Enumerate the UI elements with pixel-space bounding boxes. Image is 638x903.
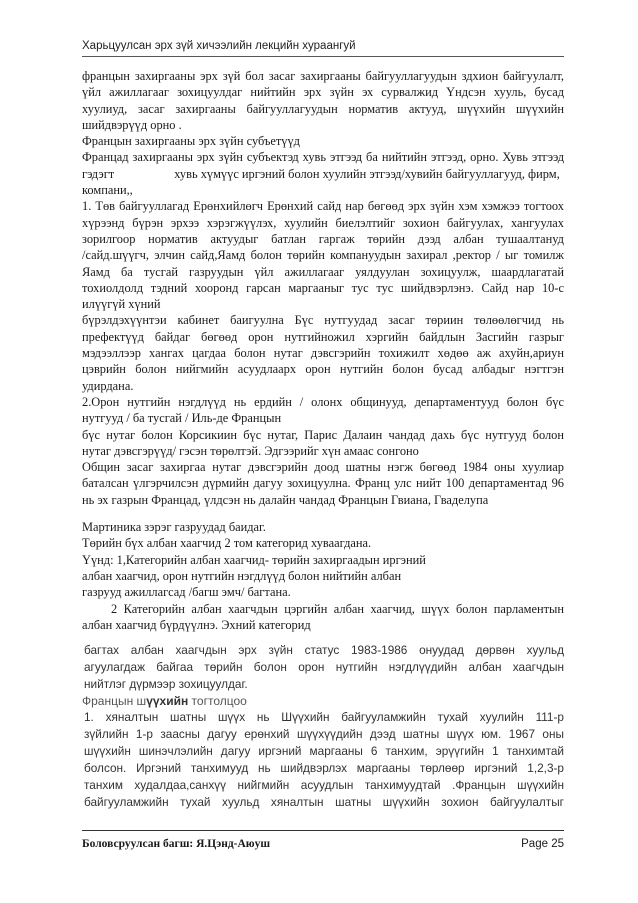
text-line: нь эх газрын Францад, үлдсэн нь далайн чандад Францын Гвиана, Гваделупа	[82, 492, 489, 507]
text-line: үйл ажиллагааг зохицуулдаг нийтийн эрх зүйн эх сурвалжид Үндсэн хууль, бусад	[82, 85, 564, 100]
running-header: Харьцуулсан эрх зүй хичээлийн лекцийн хураангуй	[82, 40, 356, 52]
text-line: 2 Категорийн албан хаагчдын цэргийн албан хаагчид, шүүх болон парламентын	[111, 601, 564, 616]
text-line: багтах албан хаагчдын эрх зүйн статус 1983-1986 онуудад дөрвөн хуульд	[84, 643, 564, 658]
text-line: нийтлэг дүрмээр зохицуулдаг.	[84, 677, 248, 692]
text-line: зүйлийн 1-р заасны дагуу ерөнхий шүүхүүдийн дээд шатны шүүх юм. 1967 оны	[84, 727, 564, 742]
text-line: бүрэлдэхүүнтэи кабинет баигуулна Бүс нутгуудад засаг төриин төлөөлөгчид нь	[82, 313, 564, 328]
heading-bold-fragment: үүхийн	[146, 694, 189, 709]
text-line: префектүүд байдаг бөгөөд орон нутгийножил хэргийн байдлын Засгийн газрыг	[82, 329, 564, 344]
footer-divider	[82, 830, 564, 831]
text-line: цэврийн болон нийгмийн асуудлаарх орон нутгийн болон бусад албадыг нэгтгэн	[82, 362, 564, 377]
text-line: тохиолдолд тэдний хооронд гарсан маргааныг тус тус шийдвэрлэнэ. Сайд нар 10-с	[82, 280, 564, 295]
text-line: болсон. Иргэний танхимууд нь шийдвэрлэх маргааны төрлөөр иргэний 1,2,3-р	[84, 761, 564, 776]
text-line: зорилгоор норматив актуудыг батлан гаргаж төрийн дээд албан тушаалтануд	[82, 231, 564, 246]
section-heading-courts	[82, 693, 564, 709]
text-line: компани,,	[82, 183, 133, 198]
text-line: францын захиргааны эрх зүй бол засаг захиргааны байгууллагуудын здхион байгуулалт,	[82, 69, 564, 83]
text-line: агуулагдаж байгаа төрийн болон орон нутгийн нэгдлүүдийн албан хаагчдын	[84, 660, 564, 675]
text-line: Общин засаг захиргаа нутаг дэвсгэрийн доод шатны нэгж бөгөөд 1984 оны хуулиар	[82, 460, 564, 475]
text-line: баталсан үлгэрчилсэн дүрмийн дагуу зохицуулна. Франц улс нийт 100 департаментад 96	[82, 476, 564, 491]
text-line: албан хаагчид, орон нутгийн нэгдлүүд болон нийтийн албан	[82, 568, 402, 583]
text-line: Төрийн бүх албан хаагчид 2 том категорид хуваагдана.	[82, 536, 372, 551]
text-line: Үүнд: 1,Категорийн албан хаагчид- төрийн захиргаадын иргэний	[82, 552, 426, 567]
text-line: мэдээллээр хангах цагдаа болон нутаг дэвсгэрийн тохижилт хөдөө аж ахуйн,ариун	[82, 346, 564, 361]
text-line: хуулиуд, засаг захиргааны байгууллагуудын норматив актууд, шүүхийн шүүхийн	[82, 101, 564, 116]
text-line: 1. Төв байгууллагад Ерөнхийлөгч Ерөнхий сайд нар бөгөөд эрх зүйн хэм хэмжээ тогтоох	[82, 199, 564, 214]
text-line: /сайд.шүүгч, элчин сайд,Яамд болон төрийн компануудын захирал ,ректор / ыг томилж	[82, 248, 564, 263]
text-line: шүүхийн шинэчлэлийн дагуу иргэний маргааны 6 танхим, эрүүгийн 1 танхимтай	[84, 744, 564, 759]
text-line: байгууламжийн тухай хуульд хяналтын шатны шүүхийн зохион байгуулалтыг	[84, 795, 564, 810]
document-body	[82, 68, 564, 811]
text-line	[82, 166, 564, 182]
text-line: шийдвэрүүд орно .	[82, 117, 182, 132]
text-line: албан хаагчид бүрдүүлнэ. Эхний категорид	[82, 617, 311, 632]
text-line: нутгууд / ба тусгай / Иль-де Францын	[82, 411, 282, 426]
heading-fragment: Францын ш	[82, 694, 147, 709]
text-line: танхим худалдаа,санхүү нийгмийн асуудлын танхимуудтай .Францын шүүхийн	[84, 778, 564, 793]
section-heading-subjects: Францын захиргааны эрх зүйн субъетүүд	[82, 134, 300, 149]
page-number: Page 25	[521, 838, 564, 850]
text-line: хүрээнд бүрэн эрхээ хэрэгжүүлэх, хуулийн биелэлтийг зохион байгуулах, хангуулах	[82, 215, 564, 230]
text-line: удирдана.	[82, 378, 134, 393]
text-fragment: гэдэгт	[82, 166, 115, 181]
text-line: нутаг дэвсгэрүүд/ гэсэн төрөлтэй. Эдгээрийг хүн амаас сонгоно	[82, 443, 419, 458]
header-divider	[82, 56, 564, 57]
text-line: Францад захиргааны эрх зүйн субъектэд хувь этгээд ба нийтийн этгээд, орно. Хувь этгээд	[82, 150, 564, 165]
text-line: бүс нутаг болон Корсикиин бүс нутаг, Парис Далаин чандад дахь бүс нутгууд болон	[82, 427, 564, 442]
text-line: 2.Орон нутгийн нэгдлүүд нь ердийн / олонх общинууд, департаментууд болон бүс	[82, 394, 564, 409]
text-line: 1. хяналтын шатны шүүх нь Шүүхийн байгууламжийн тухай хуулийн 111-р	[84, 710, 564, 725]
text-line: Яамд ба тусгай газруудын үйл ажиллагааг уялдуулан зохицуулж, шаардлагатай	[82, 264, 564, 279]
heading-fragment: тогтолцоо	[188, 694, 247, 709]
paragraph-gap	[82, 633, 564, 642]
paragraph-gap	[82, 508, 564, 519]
text-fragment: хувь хүмүүс иргэний болон хуулийн этгээд/хувийн байгууллагууд, фирм,	[174, 166, 560, 181]
text-line: илүүгүй хүний	[82, 297, 161, 312]
text-line: газрууд ажиллагсад /багш эмч/ багтана.	[82, 585, 291, 600]
footer-author: Боловсруулсан багш: Я.Цэнд-Аюуш	[82, 838, 271, 850]
text-line: Мартиника зэрэг газруудад баидаг.	[82, 520, 266, 535]
